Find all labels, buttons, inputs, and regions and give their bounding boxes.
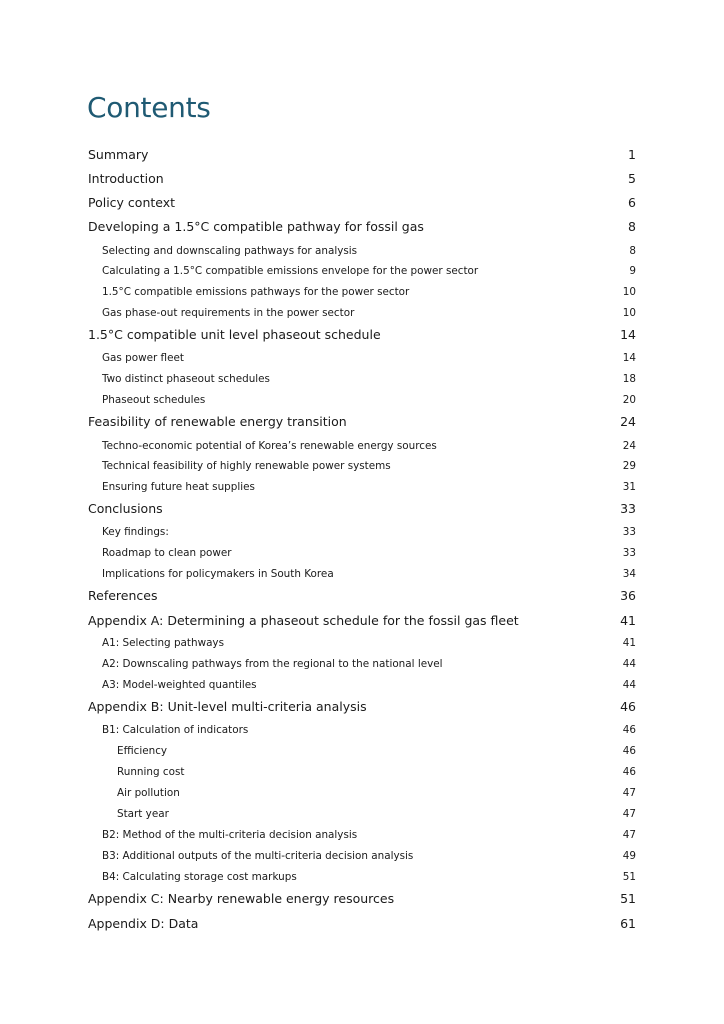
toc-entry-label: Selecting and downscaling pathways for analysis [102, 245, 358, 257]
toc-entry-label: B2: Method of the multi-criteria decision analysis [102, 829, 358, 841]
toc-entry-page-number: 46 [622, 766, 636, 778]
toc-entry-page-number: 47 [622, 808, 636, 820]
toc-entry-page-number: 51 [620, 891, 636, 906]
toc-entry-label: Feasibility of renewable energy transition [88, 414, 347, 429]
toc-entry-label: Two distinct phaseout schedules [102, 373, 270, 385]
toc-entry-page-number: 8 [628, 219, 636, 234]
toc-entry-page-number: 10 [622, 307, 636, 319]
toc-entry-label: A2: Downscaling pathways from the regional to the national level [102, 658, 443, 670]
toc-entry-page-number: 36 [620, 588, 636, 603]
toc-entry-label: References [88, 588, 158, 603]
toc-entry-page-number: 20 [622, 394, 636, 406]
toc-entry-page-number: 49 [622, 850, 636, 862]
toc-entry-page-number: 46 [620, 699, 636, 714]
toc-entry-page-number: 41 [622, 637, 636, 649]
toc-entry-page-number: 44 [622, 679, 636, 691]
page-title: Contents [87, 91, 211, 124]
toc-entry-label: Efficiency [117, 745, 168, 757]
toc-entry-label: Start year [117, 808, 169, 820]
toc-entry-label: B4: Calculating storage cost markups [102, 871, 297, 883]
toc-entry-label: Appendix C: Nearby renewable energy resources [88, 891, 395, 906]
toc-entry-label: Roadmap to clean power [102, 547, 232, 559]
toc-entry-label: Key findings: [102, 526, 169, 538]
toc-entry-page-number: 51 [622, 871, 636, 883]
toc-entry-label: Summary [88, 147, 149, 162]
toc-entry-page-number: 18 [622, 373, 636, 385]
toc-entry-label: Appendix B: Unit-level multi-criteria analysis [88, 699, 367, 714]
toc-entry-page-number: 8 [629, 245, 636, 257]
toc-entry-label: Developing a 1.5°C compatible pathway for fossil gas [88, 219, 424, 234]
toc-entry-label: B1: Calculation of indicators [102, 724, 249, 736]
toc-entry-page-number: 10 [622, 286, 636, 298]
toc-entry-page-number: 14 [622, 352, 636, 364]
toc-entry-label: 1.5°C compatible emissions pathways for the power sector [102, 286, 410, 298]
toc-entry-label: Technical feasibility of highly renewable power systems [102, 460, 391, 472]
toc-entry-label: Air pollution [117, 787, 180, 799]
toc-entry-label: Calculating a 1.5°C compatible emissions envelope for the power sector [102, 265, 479, 277]
toc-entry-page-number: 24 [622, 440, 636, 452]
toc-entry-label: Gas power fleet [102, 352, 184, 364]
toc-entry-page-number: 47 [622, 829, 636, 841]
toc-entry-page-number: 9 [629, 265, 636, 277]
toc-entry-label: Techno-economic potential of Korea’s renewable energy sources [102, 440, 437, 452]
toc-entry-page-number: 29 [622, 460, 636, 472]
toc-entry-label: Implications for policymakers in South Korea [102, 568, 334, 580]
toc-entry-page-number: 47 [622, 787, 636, 799]
toc-entry-page-number: 5 [628, 171, 636, 186]
toc-entry-page-number: 44 [622, 658, 636, 670]
toc-entry-label: Conclusions [88, 501, 163, 516]
toc-entry-label: Phaseout schedules [102, 394, 206, 406]
toc-entry-label: Appendix A: Determining a phaseout schedule for the fossil gas fleet [88, 613, 519, 628]
toc-entry-label: Gas phase-out requirements in the power sector [102, 307, 355, 319]
toc-entry-page-number: 33 [620, 501, 636, 516]
toc-entry-label: Appendix D: Data [88, 916, 199, 931]
toc-entry-page-number: 41 [620, 613, 636, 628]
toc-entry-label: Ensuring future heat supplies [102, 481, 255, 493]
toc-entry-page-number: 34 [622, 568, 636, 580]
toc-entry-page-number: 46 [622, 724, 636, 736]
toc-entry-label: 1.5°C compatible unit level phaseout schedule [88, 327, 381, 342]
toc-entry-label: Policy context [88, 195, 176, 210]
toc-entry-page-number: 24 [620, 414, 636, 429]
toc-entry-page-number: 1 [628, 147, 636, 162]
toc-entry-label: Running cost [117, 766, 185, 778]
toc-entry-label: A3: Model-weighted quantiles [102, 679, 257, 691]
toc-entry-label: A1: Selecting pathways [102, 637, 224, 649]
toc-entry-page-number: 31 [622, 481, 636, 493]
toc-entry-label: B3: Additional outputs of the multi-criteria decision analysis [102, 850, 414, 862]
toc-entry-page-number: 33 [622, 526, 636, 538]
toc-entry-page-number: 33 [622, 547, 636, 559]
toc-entry-page-number: 6 [628, 195, 636, 210]
toc-entry-page-number: 46 [622, 745, 636, 757]
toc-entry-page-number: 61 [620, 916, 636, 931]
toc-entry-page-number: 14 [620, 327, 636, 342]
toc-entry-label: Introduction [88, 171, 164, 186]
